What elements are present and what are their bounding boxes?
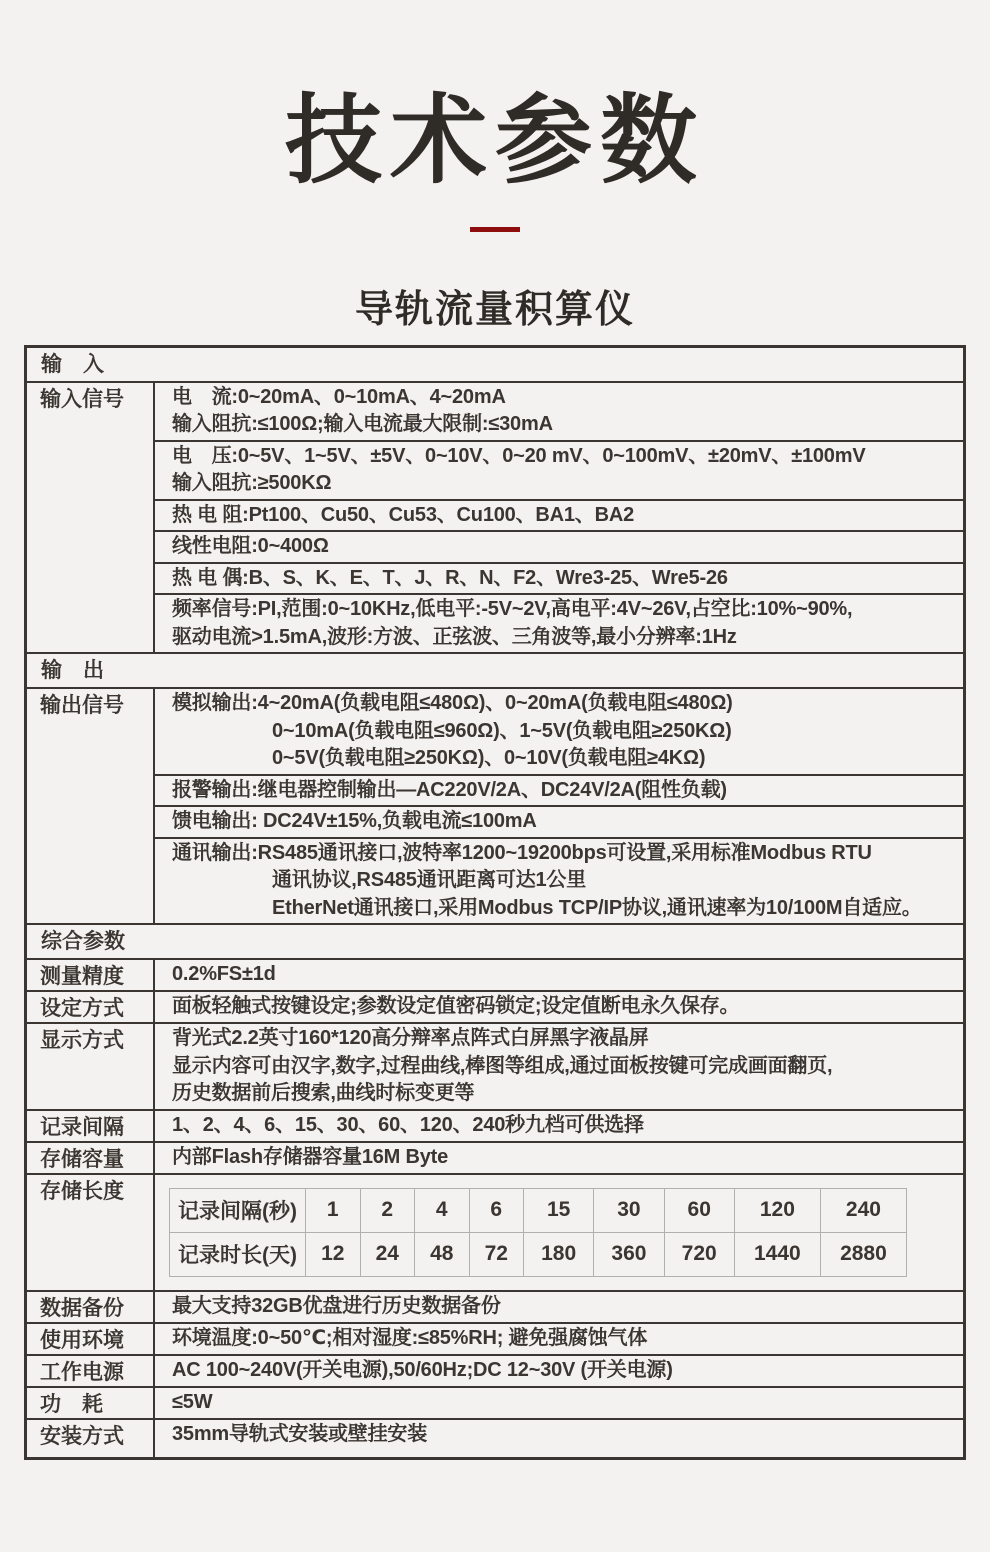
storage-value-cell: 72 <box>469 1232 524 1276</box>
spec-line: 0.2%FS±1d <box>172 963 276 986</box>
spec-sub-row <box>155 1420 963 1457</box>
spec-line: 报警输出:继电器控制输出—AC220V/2A、DC24V/2A(阻性负载) <box>172 778 727 801</box>
row-label-text: 工作电源 <box>40 1360 124 1384</box>
storage-value-cell: 15 <box>524 1188 594 1232</box>
spec-sub-row <box>155 1356 963 1386</box>
spec-group-row <box>27 1354 963 1386</box>
spec-sub-row <box>155 1175 963 1290</box>
spec-sub-row <box>155 1292 963 1322</box>
spec-group-row <box>27 1386 963 1418</box>
spec-line: 环境温度:0~50℃;相对湿度:≤85%RH; 避免强腐蚀气体 <box>172 1326 648 1349</box>
section-header-row <box>27 923 963 958</box>
spec-sub-row <box>155 992 963 1022</box>
spec-group-row <box>27 381 963 653</box>
spec-line: 驱动电流>1.5mA,波形:方波、正弦波、三角波等,最小分辨率:1Hz <box>172 625 737 648</box>
row-label <box>27 689 155 923</box>
row-label-text: 功 耗 <box>40 1392 103 1416</box>
spec-line: 背光式2.2英寸160*120高分辩率点阵式白屏黑字液晶屏 <box>172 1027 649 1050</box>
spec-sub-row <box>155 383 963 440</box>
spec-group-row <box>27 1290 963 1322</box>
section-label: 综合参数 <box>41 930 125 954</box>
spec-line: 输入阻抗:≤100Ω;输入电流最大限制:≤30mA <box>172 413 553 436</box>
row-label <box>27 960 155 990</box>
row-label <box>27 1356 155 1386</box>
title-divider <box>470 227 520 232</box>
row-content <box>155 1388 963 1418</box>
row-label-text: 安装方式 <box>40 1424 124 1448</box>
row-label <box>27 1388 155 1418</box>
row-content <box>155 689 963 923</box>
storage-value-cell: 720 <box>664 1232 734 1276</box>
spec-line: 历史数据前后搜索,曲线时标变更等 <box>172 1082 475 1105</box>
storage-value-cell: 120 <box>734 1188 820 1232</box>
storage-value-cell: 48 <box>415 1232 470 1276</box>
spec-group-row <box>27 1173 963 1290</box>
spec-line: 0~5V(负载电阻≥250KΩ)、0~10V(负载电阻≥4KΩ) <box>272 747 706 770</box>
page-subtitle: 导轨流量积算仪 <box>354 288 635 331</box>
spec-line: 线性电阻:0~400Ω <box>172 535 329 558</box>
row-label <box>27 992 155 1022</box>
row-content <box>155 1175 963 1290</box>
spec-line: 热 电 阻:Pt100、Cu50、Cu53、Cu100、BA1、BA2 <box>172 503 635 526</box>
spec-sub-row <box>155 960 963 990</box>
spec-line: 通讯协议,RS485通讯距离可达1公里 <box>272 869 587 892</box>
spec-line: AC 100~240V(开关电源),50/60Hz;DC 12~30V (开关电源) <box>172 1358 673 1381</box>
spec-line: ≤5W <box>172 1390 213 1413</box>
storage-header-cell: 记录间隔(秒) <box>170 1188 306 1232</box>
spec-sub-row <box>155 1024 963 1109</box>
spec-sub-row <box>155 1324 963 1354</box>
spec-sub-row <box>155 1143 963 1173</box>
spec-sub-row <box>155 805 963 837</box>
row-label <box>27 1111 155 1141</box>
spec-line: 热 电 偶:B、S、K、E、T、J、R、N、F2、Wre3-25、Wre5-26 <box>172 566 728 589</box>
storage-value-cell: 12 <box>306 1232 361 1276</box>
row-content <box>155 383 963 653</box>
section-header-row <box>27 348 963 381</box>
section-label: 输 出 <box>41 659 104 683</box>
spec-group-row <box>27 1141 963 1173</box>
storage-value-cell: 30 <box>594 1188 664 1232</box>
spec-group-row <box>27 687 963 923</box>
row-label-text: 输出信号 <box>40 694 124 718</box>
spec-line: 模拟输出:4~20mA(负载电阻≤480Ω)、0~20mA(负载电阻≤480Ω) <box>172 692 733 715</box>
row-label <box>27 1420 155 1457</box>
spec-line: 输入阻抗:≥500KΩ <box>172 472 332 495</box>
spec-line: 0~10mA(负载电阻≤960Ω)、1~5V(负载电阻≥250KΩ) <box>272 719 732 742</box>
storage-value-cell: 24 <box>360 1232 415 1276</box>
spec-line: 1、2、4、6、15、30、60、120、240秒九档可供选择 <box>172 1113 644 1136</box>
row-label-text: 存储容量 <box>40 1147 124 1171</box>
storage-value-cell: 1 <box>306 1188 361 1232</box>
storage-row <box>170 1232 907 1276</box>
row-label-text: 输入信号 <box>40 387 124 411</box>
row-content <box>155 1356 963 1386</box>
spec-sub-row <box>155 562 963 594</box>
row-content <box>155 1324 963 1354</box>
storage-value-cell: 4 <box>415 1188 470 1232</box>
spec-group-row <box>27 1022 963 1109</box>
row-label-text: 数据备份 <box>40 1296 124 1320</box>
row-label <box>27 1292 155 1322</box>
spec-line: 通讯输出:RS485通讯接口,波特率1200~19200bps可设置,采用标准Modbus RTU <box>172 841 872 864</box>
spec-sub-row <box>155 689 963 774</box>
storage-header-cell: 记录时长(天) <box>170 1232 306 1276</box>
storage-value-cell: 60 <box>664 1188 734 1232</box>
row-content <box>155 1024 963 1109</box>
section-header-row <box>27 652 963 687</box>
spec-group-row <box>27 1109 963 1141</box>
spec-sub-row <box>155 837 963 924</box>
row-label-text: 显示方式 <box>40 1029 124 1053</box>
storage-value-cell: 180 <box>524 1232 594 1276</box>
spec-sub-row <box>155 1111 963 1141</box>
row-content <box>155 1111 963 1141</box>
spec-line: 35mm导轨式安装或壁挂安装 <box>172 1422 428 1445</box>
spec-sub-row <box>155 440 963 499</box>
spec-line: 电 流:0~20mA、0~10mA、4~20mA <box>172 385 506 408</box>
row-label-text: 存储长度 <box>40 1179 124 1203</box>
row-content <box>155 1143 963 1173</box>
row-label-text: 测量精度 <box>40 965 124 989</box>
row-label <box>27 1175 155 1290</box>
spec-group-row <box>27 958 963 990</box>
row-label <box>27 1324 155 1354</box>
storage-value-cell: 6 <box>469 1188 524 1232</box>
section-label: 输 入 <box>41 352 104 376</box>
page-title: 技术参数 <box>285 86 705 195</box>
row-content <box>155 1292 963 1322</box>
spec-line: 馈电输出: DC24V±15%,负载电流≤100mA <box>172 810 537 833</box>
spec-group-row <box>27 990 963 1022</box>
spec-sub-row <box>155 593 963 652</box>
spec-table <box>24 345 966 1460</box>
spec-line: 最大支持32GB优盘进行历史数据备份 <box>172 1294 501 1317</box>
storage-value-cell: 360 <box>594 1232 664 1276</box>
spec-line: 频率信号:PI,范围:0~10KHz,低电平:-5V~2V,高电平:4V~26V,占空比:10%~90%, <box>172 598 853 621</box>
row-content <box>155 1420 963 1457</box>
spec-sub-row <box>155 499 963 531</box>
row-label <box>27 1143 155 1173</box>
spec-line: 显示内容可由汉字,数字,过程曲线,棒图等组成,通过面板按键可完成画面翻页, <box>172 1054 833 1077</box>
row-label <box>27 1024 155 1109</box>
row-label-text: 使用环境 <box>40 1328 124 1352</box>
spec-line: 内部Flash存储器容量16M Byte <box>172 1145 449 1168</box>
spec-group-row <box>27 1418 963 1457</box>
spec-sub-row <box>155 530 963 562</box>
storage-row <box>170 1188 907 1232</box>
spec-line: 电 压:0~5V、1~5V、±5V、0~10V、0~20 mV、0~100mV、±20mV、±100mV <box>172 444 866 467</box>
row-label <box>27 383 155 653</box>
spec-group-row <box>27 1322 963 1354</box>
row-label-text: 记录间隔 <box>40 1115 124 1139</box>
storage-value-cell: 2880 <box>820 1232 906 1276</box>
spec-line: EtherNet通讯接口,采用Modbus TCP/IP协议,通讯速率为10/100M自适应。 <box>272 896 922 919</box>
row-content <box>155 960 963 990</box>
row-label-text: 设定方式 <box>40 997 124 1021</box>
storage-table <box>169 1188 907 1277</box>
spec-sub-row <box>155 774 963 806</box>
row-content <box>155 992 963 1022</box>
spec-sub-row <box>155 1388 963 1418</box>
storage-value-cell: 2 <box>360 1188 415 1232</box>
storage-value-cell: 240 <box>820 1188 906 1232</box>
spec-line: 面板轻触式按键设定;参数设定值密码锁定;设定值断电永久保存。 <box>172 995 740 1018</box>
storage-value-cell: 1440 <box>734 1232 820 1276</box>
